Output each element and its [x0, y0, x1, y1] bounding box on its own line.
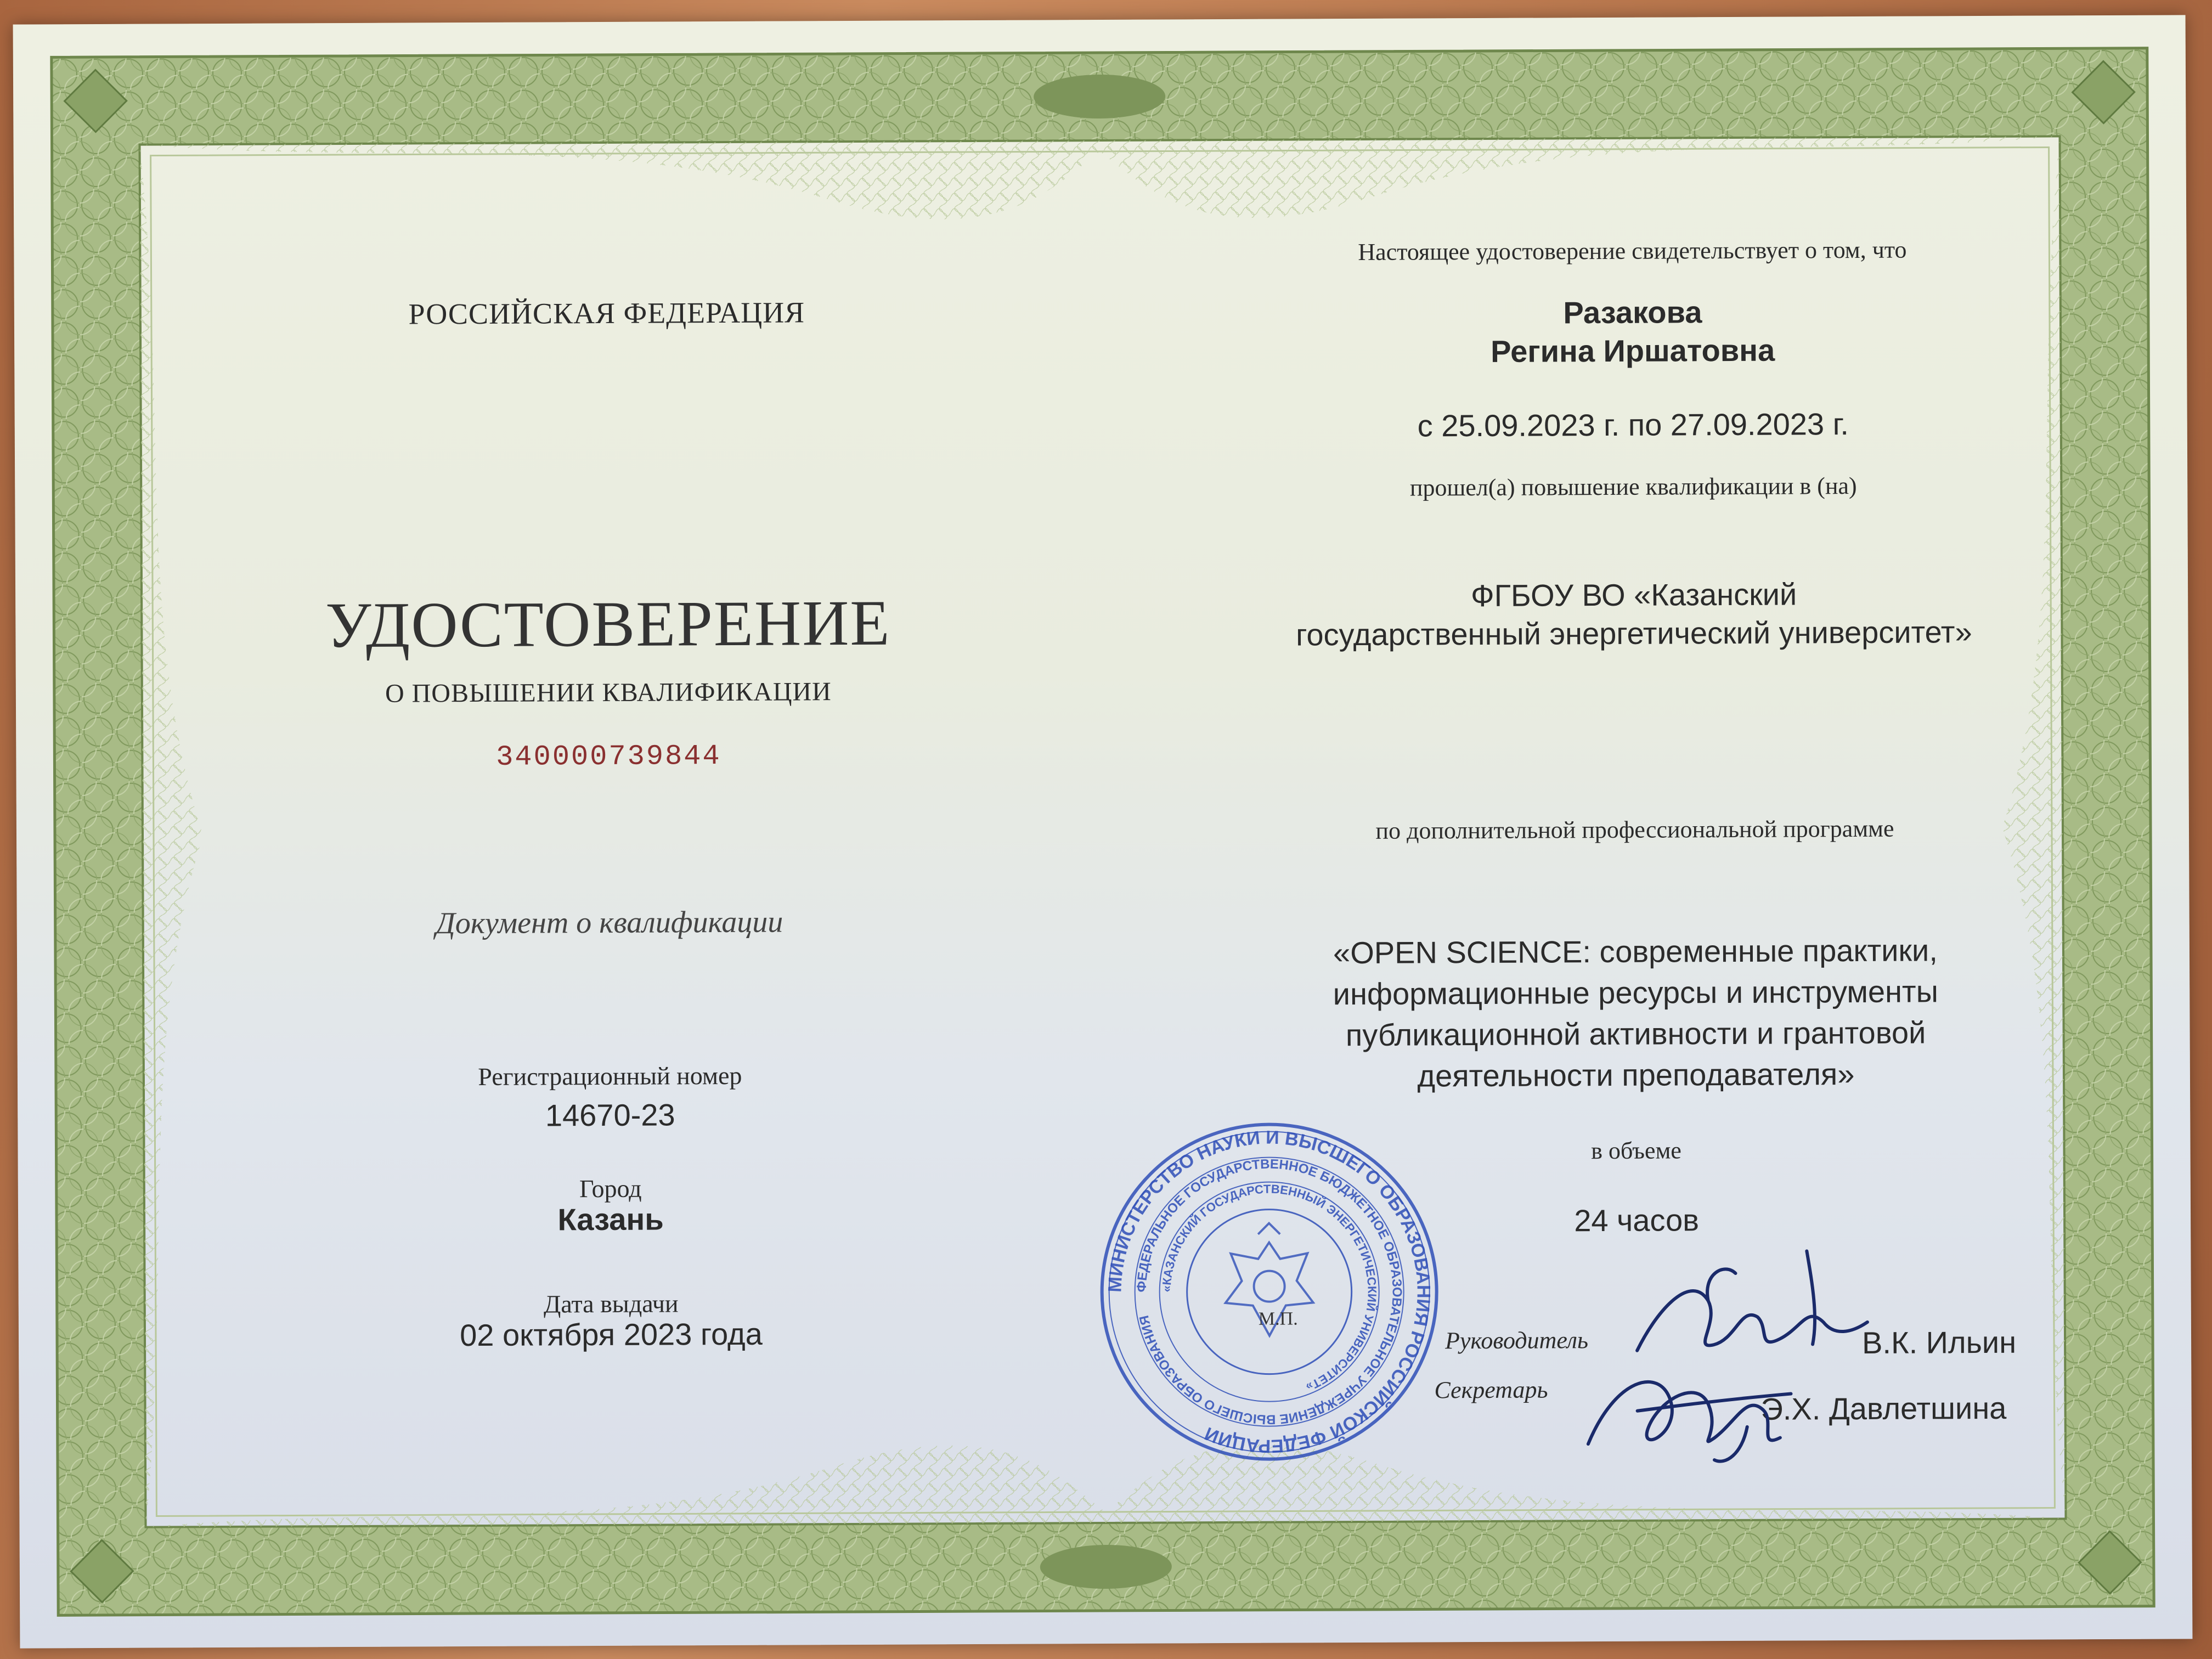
secretary-signature [1571, 1344, 1802, 1471]
program-title-line2: информационные ресурсы и инструменты [1333, 974, 1939, 1012]
program-title-line1: «OPEN SCIENCE: современные практики, [1333, 933, 1938, 970]
organization-line2: государственный энергетический университет» [1296, 614, 1972, 652]
certificate-title: УДОСТОВЕРЕНИЕ [325, 586, 891, 662]
recipient-surname: Разакова [1563, 295, 1702, 330]
program-title-line4: деятельности преподавателя» [1417, 1057, 1855, 1093]
volume-label: в объеме [1591, 1137, 1682, 1165]
program-label: по дополнительной профессиональной программе [1375, 815, 1894, 844]
certificate-subtitle: О ПОВЫШЕНИИ КВАЛИФИКАЦИИ [385, 677, 832, 708]
svg-text:ФЕДЕРАЛЬНОЕ ГОСУДАРСТВЕННОЕ БЮ [1133, 1156, 1404, 1427]
organization-line1: ФГБОУ ВО «Казанский [1470, 577, 1797, 613]
stamp-inner-text: «КАЗАНСКИЙ ГОСУДАРСТВЕННЫЙ ЭНЕРГЕТИЧЕСКИЙ УНИВЕРСИТЕТ» [1159, 1182, 1379, 1395]
recipient-name: Регина Иршатовна [1491, 332, 1775, 369]
serial-number: 340000739844 [496, 740, 721, 774]
issue-date-value: 02 октября 2023 года [460, 1316, 763, 1353]
registration-number: 14670-23 [545, 1097, 675, 1133]
svg-text:МИНИСТЕРСТВО НАУКИ И ВЫСШЕГО О [1104, 1126, 1435, 1457]
certificate-paper [13, 15, 2193, 1648]
head-label: Руководитель [1444, 1327, 1589, 1355]
city-label: Город [579, 1174, 642, 1203]
intro-text: Настоящее удостоверение свидетельствует о том, что [1358, 236, 1907, 266]
country-label: РОССИЙСКАЯ ФЕДЕРАЦИЯ [408, 296, 805, 331]
issue-date-label: Дата выдачи [543, 1289, 679, 1318]
stamp-middle-text: ФЕДЕРАЛЬНОЕ ГОСУДАРСТВЕННОЕ БЮДЖЕТНОЕ ОБРАЗОВАТЕЛЬНОЕ УЧРЕЖДЕНИЕ ВЫСШЕГО ОБРАЗОВАНИЯ [1134, 1156, 1404, 1427]
document-type: Документ о квалификации [435, 905, 783, 941]
university-seal-stamp [1093, 1115, 1446, 1468]
registration-label: Регистрационный номер [478, 1061, 742, 1091]
stamp-outer-text: МИНИСТЕРСТВО НАУКИ И ВЫСШЕГО ОБРАЗОВАНИЯ РОССИЙСКОЙ ФЕДЕРАЦИИ [1104, 1127, 1434, 1457]
head-name: В.К. Ильин [1861, 1324, 2017, 1360]
secretary-label: Секретарь [1434, 1376, 1548, 1404]
program-title-line3: публикационной активности и грантовой [1345, 1015, 1926, 1053]
training-period: с 25.09.2023 г. по 27.09.2023 г. [1417, 407, 1849, 443]
mp-label: М.П. [1258, 1308, 1298, 1329]
volume-value: 24 часов [1574, 1203, 1700, 1238]
passed-text: прошел(а) повышение квалификации в (на) [1409, 472, 1857, 501]
secretary-name: Э.Х. Давлетшина [1760, 1390, 2007, 1426]
city-value: Казань [557, 1201, 664, 1237]
